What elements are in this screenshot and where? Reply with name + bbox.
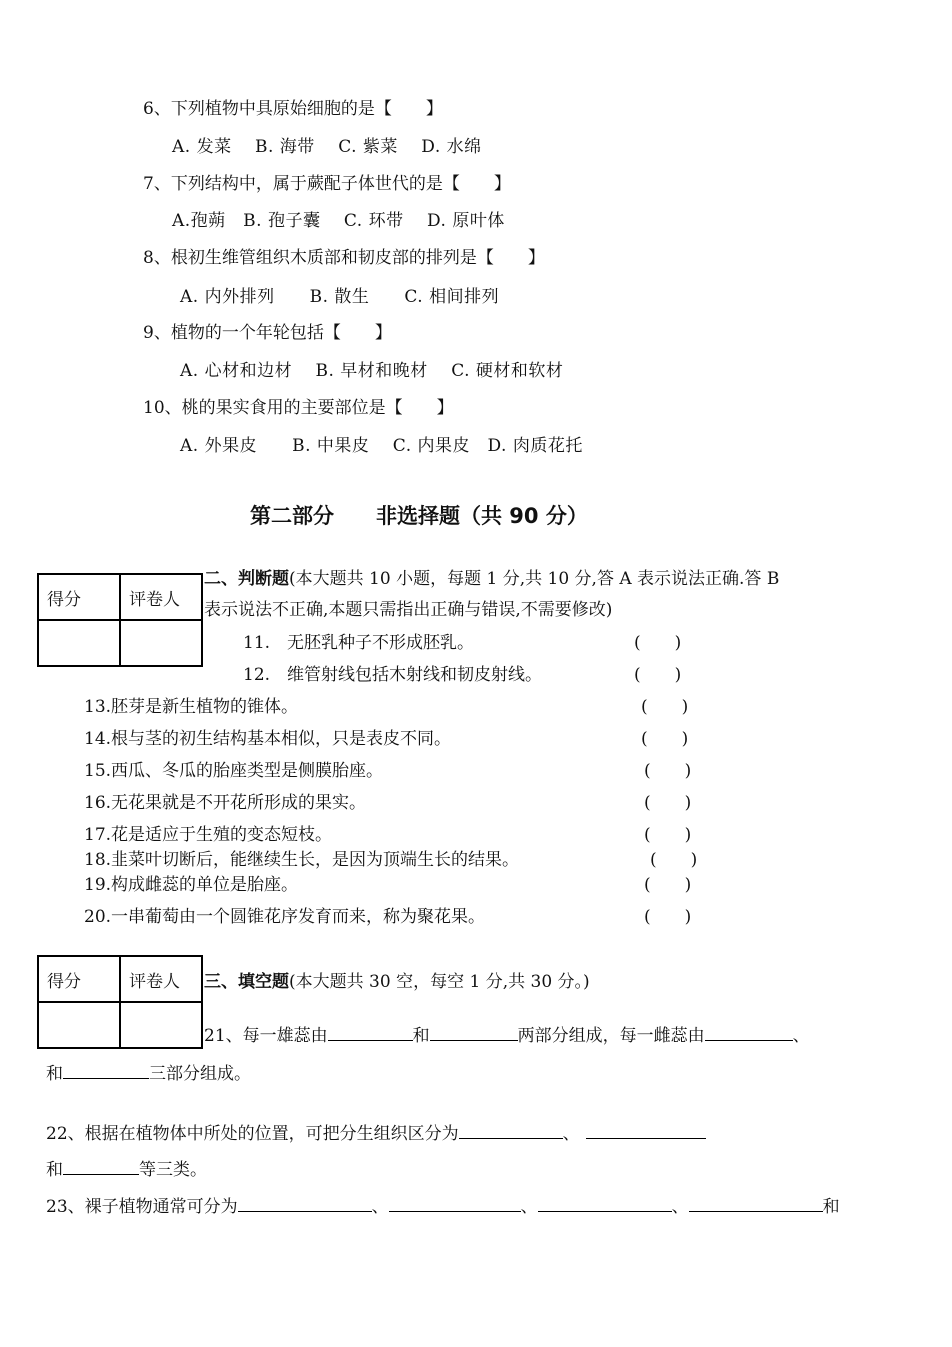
question-22-line1 <box>46 1122 706 1145</box>
q22-text-d: 等三类。 <box>139 1160 207 1180</box>
q23-text-a: 23、裸子植物通常可分为 <box>46 1197 238 1217</box>
judge-item-16: 16.无花果就是不开花所形成的果实。 <box>84 793 367 813</box>
judge-answer-13[interactable]: ( ) <box>641 697 689 717</box>
question-8-stem: 8、根初生维管组织木质部和韧皮部的排列是【 】 <box>143 248 545 268</box>
q21-blank-4[interactable] <box>63 1062 149 1079</box>
fill-title: 三、填空题 <box>204 972 289 992</box>
judge-item-19: 19.构成雌蕊的单位是胎座。 <box>84 875 299 895</box>
part2-title: 第二部分 非选择题（共 90 分） <box>250 504 588 528</box>
question-6-options: A. 发菜 B. 海带 C. 紫菜 D. 水绵 <box>172 137 482 157</box>
judge-answer-17[interactable]: ( ) <box>644 825 692 845</box>
grader-label: 评卷人 <box>120 574 202 620</box>
q21-text-f: 三部分组成。 <box>149 1064 251 1084</box>
q21-text-b: 和 <box>412 1026 430 1046</box>
judge-item-13: 13.胚芽是新生植物的锥体。 <box>84 697 299 717</box>
judge-item-15: 15.西瓜、冬瓜的胎座类型是侧膜胎座。 <box>84 761 384 781</box>
judge-title: 二、判断题 <box>204 569 289 589</box>
question-22-line2 <box>46 1158 207 1181</box>
q23-blank-1[interactable] <box>238 1195 372 1212</box>
judge-item-18: 18.韭菜叶切断后，能继续生长，是因为顶端生长的结果。 <box>84 850 520 870</box>
fill-desc: (本大题共 30 空，每空 1 分,共 30 分。) <box>289 972 590 992</box>
question-9-stem: 9、植物的一个年轮包括【 】 <box>143 323 392 343</box>
question-10-stem: 10、桃的果实食用的主要部位是【 】 <box>143 398 454 418</box>
q22-text-c: 和 <box>46 1160 63 1180</box>
judge-item-14: 14.根与茎的初生结构基本相似，只是表皮不同。 <box>84 729 452 749</box>
judge-answer-19[interactable]: ( ) <box>644 875 692 895</box>
q21-blank-1[interactable] <box>328 1024 413 1041</box>
q22-text-a: 22、根据在植物体中所处的位置，可把分生组织区分为 <box>46 1124 459 1144</box>
q22-blank-2[interactable] <box>586 1122 706 1139</box>
score-label: 得分 <box>38 956 120 1002</box>
q21-text-e: 和 <box>46 1064 63 1084</box>
judge-answer-14[interactable]: ( ) <box>641 729 689 749</box>
judge-header <box>204 568 779 590</box>
q23-blank-4[interactable] <box>689 1195 823 1212</box>
question-23-line1 <box>46 1195 840 1218</box>
fill-header <box>204 971 590 993</box>
score-label: 得分 <box>38 574 120 620</box>
score-box-judge <box>37 573 203 667</box>
question-21-line1 <box>204 1024 810 1047</box>
question-9-options: A. 心材和边材 B. 早材和晚材 C. 硬材和软材 <box>180 361 564 381</box>
judge-answer-18[interactable]: ( ) <box>650 850 698 870</box>
score-cell[interactable] <box>38 620 120 666</box>
question-6-stem: 6、下列植物中具原始细胞的是【 】 <box>143 99 443 119</box>
q23-text-c: 、 <box>520 1197 538 1217</box>
judge-desc-1: (本大题共 10 小题，每题 1 分,共 10 分,答 A 表示说法正确.答 B <box>289 569 780 589</box>
q22-blank-3[interactable] <box>63 1158 139 1175</box>
question-8-options: A. 内外排列 B. 散生 C. 相间排列 <box>180 287 500 307</box>
judge-desc-2: 表示说法不正确,本题只需指出正确与错误,不需要修改) <box>204 600 613 620</box>
q23-text-b: 、 <box>371 1197 389 1217</box>
q23-blank-3[interactable] <box>538 1195 672 1212</box>
q22-text-b: 、 <box>562 1124 580 1144</box>
question-7-stem: 7、下列结构中，属于蕨配子体世代的是【 】 <box>143 174 511 194</box>
judge-item-12: 12. 维管射线包括木射线和韧皮射线。 <box>243 665 543 685</box>
q23-text-d: 、 <box>671 1197 689 1217</box>
q23-text-e: 和 <box>822 1197 840 1217</box>
score-cell[interactable] <box>38 1002 120 1048</box>
judge-answer-16[interactable]: ( ) <box>644 793 692 813</box>
q21-text-c: 两部分组成，每一雌蕊由 <box>517 1026 705 1046</box>
score-box-fill <box>37 955 203 1049</box>
judge-item-11: 11. 无胚乳种子不形成胚乳。 <box>243 633 475 653</box>
judge-item-17: 17.花是适应于生殖的变态短枝。 <box>84 825 333 845</box>
grader-cell[interactable] <box>120 620 202 666</box>
q21-blank-2[interactable] <box>430 1024 518 1041</box>
question-21-line2 <box>46 1062 251 1085</box>
judge-item-20: 20.一串葡萄由一个圆锥花序发育而来，称为聚花果。 <box>84 907 486 927</box>
judge-answer-20[interactable]: ( ) <box>644 907 692 927</box>
grader-label: 评卷人 <box>120 956 202 1002</box>
q21-blank-3[interactable] <box>705 1024 793 1041</box>
question-10-options: A. 外果皮 B. 中果皮 C. 内果皮 D. 肉质花托 <box>180 436 583 456</box>
q21-text-a: 21、每一雄蕊由 <box>204 1026 328 1046</box>
q22-blank-1[interactable] <box>459 1122 563 1139</box>
q21-text-d: 、 <box>792 1026 810 1046</box>
q23-blank-2[interactable] <box>389 1195 521 1212</box>
question-7-options: A.孢蒴 B. 孢子囊 C. 环带 D. 原叶体 <box>172 211 505 231</box>
judge-answer-15[interactable]: ( ) <box>644 761 692 781</box>
judge-answer-12[interactable]: ( ) <box>634 665 682 685</box>
grader-cell[interactable] <box>120 1002 202 1048</box>
judge-answer-11[interactable]: ( ) <box>634 633 682 653</box>
